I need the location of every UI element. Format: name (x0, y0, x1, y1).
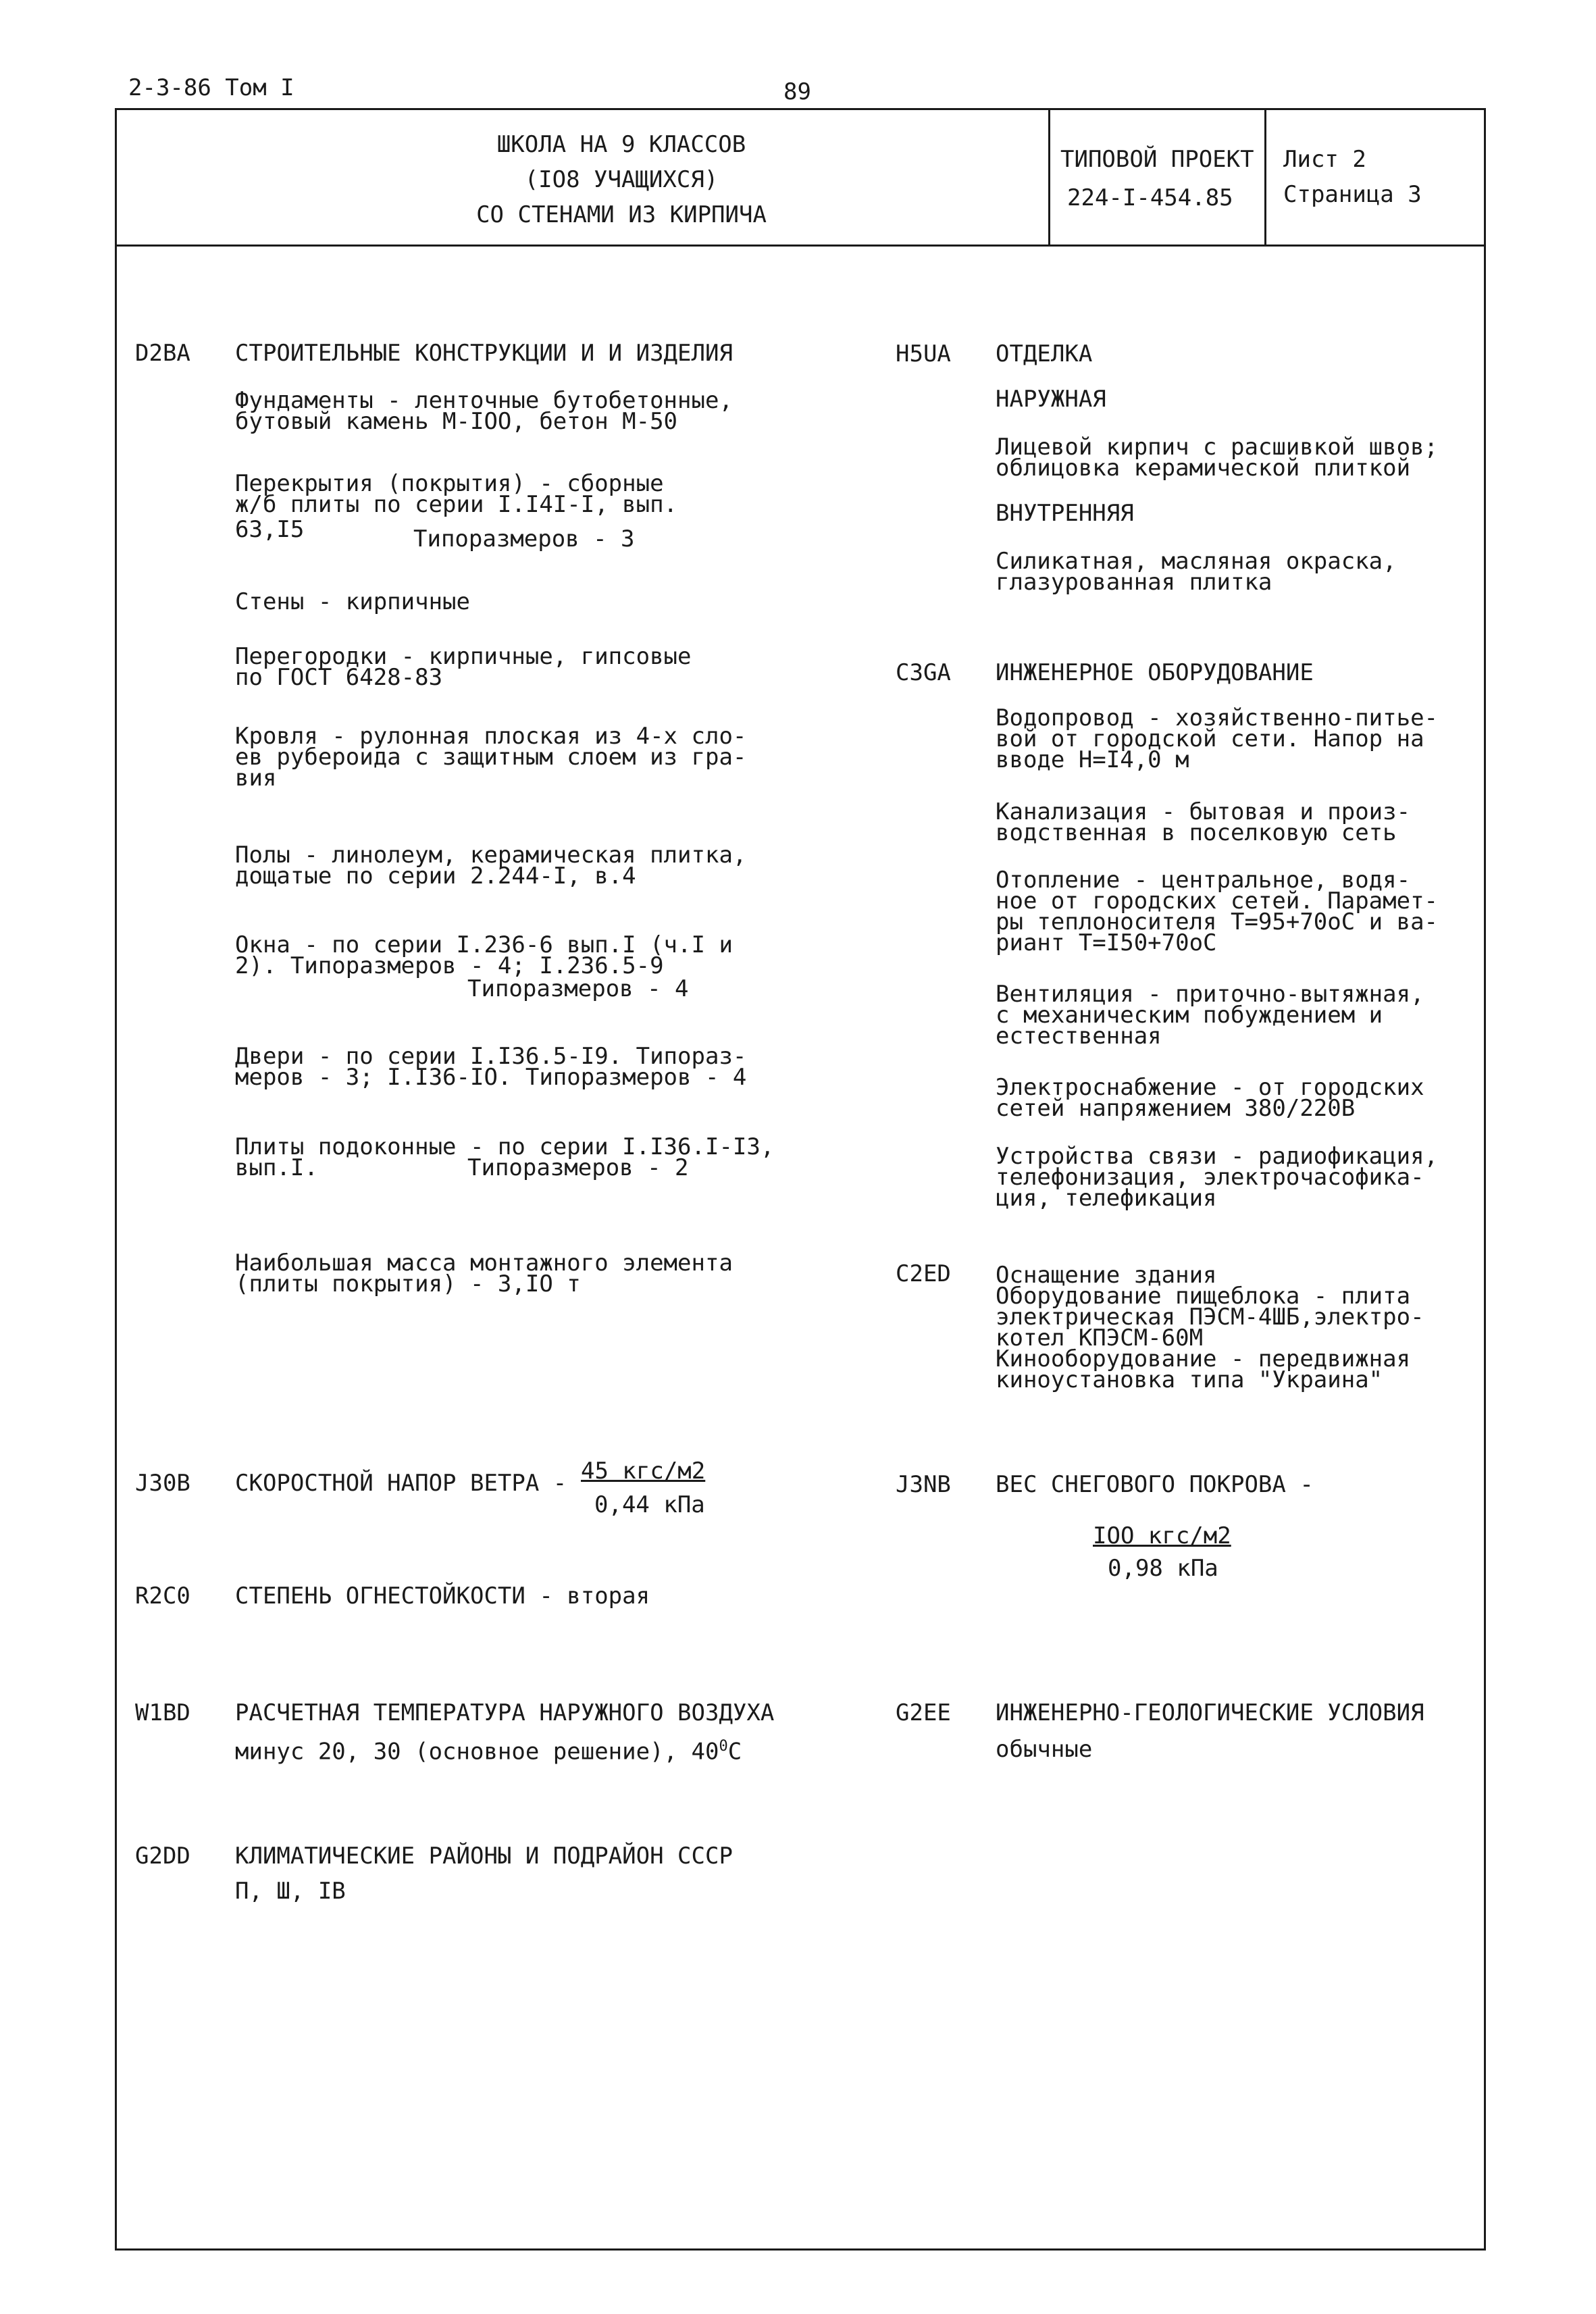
code-c3ga: C3GA (896, 659, 951, 686)
wind-pressure-label: СКОРОСТНОЙ НАПОР ВЕТРА - (235, 1470, 567, 1497)
equipment-text-2: Оборудование пищеблока - плита (996, 1283, 1411, 1310)
ventilation-text-3: естественная (996, 1023, 1162, 1050)
code-j3nb: J3NB (896, 1471, 951, 1498)
max-mass-text-1: Наибольшая масса монтажного элемента (235, 1250, 733, 1277)
finishing-heading: ОТДЕЛКА (996, 340, 1093, 367)
code-r2c0: R2C0 (135, 1583, 190, 1610)
floors-slabs-text-3: 63,I5 (235, 516, 305, 543)
climate-regions-values: П, Ш, IВ (235, 1878, 346, 1905)
snow-load-kpa: 0,98 кПа (1108, 1555, 1218, 1582)
header-title-1: ШКОЛА НА 9 КЛАССОВ (496, 131, 746, 158)
header-divider-v1 (1048, 108, 1050, 245)
fire-resistance-text: СТЕПЕНЬ ОГНЕСТОЙКОСТИ - вторая (235, 1583, 650, 1610)
walls-text: Стены - кирпичные (235, 588, 470, 615)
finishing-exterior-text-2: облицовка керамической плиткой (996, 455, 1411, 482)
code-j30b: J30B (135, 1470, 190, 1497)
communications-text-3: ция, телефикация (996, 1185, 1217, 1212)
flooring-text-1: Полы - линолеум, керамическая плитка, (235, 842, 747, 869)
equipment-text-6: киноустановка типа "Украина" (996, 1366, 1383, 1393)
doc-reference: 2-3-86 Том I (128, 74, 294, 101)
sills-text-2: вып.I. (235, 1154, 318, 1181)
finishing-exterior-heading: НАРУЖНАЯ (996, 386, 1106, 413)
equipment-text-5: Кинооборудование - передвижная (996, 1345, 1411, 1372)
code-h5ua: H5UA (896, 340, 951, 367)
roof-text-2: ев рубероида с защитным слоем из гра- (235, 744, 747, 771)
header-title-2: (IO8 УЧАЩИХСЯ) (524, 166, 719, 193)
equipment-text-3: электрическая ПЭСМ-4ШБ,электро- (996, 1304, 1424, 1331)
floors-slabs-text-2: ж/б плиты по серии I.I4I-I, вып. (235, 491, 678, 518)
water-supply-text-3: вводе Н=I4,0 м (996, 746, 1189, 773)
design-temperature-label: РАСЧЕТНАЯ ТЕМПЕРАТУРА НАРУЖНОГО ВОЗДУХА (235, 1699, 775, 1726)
code-g2ee: G2EE (896, 1699, 951, 1726)
sills-text-1: Плиты подоконные - по серии I.I36.I-I3, (235, 1133, 775, 1160)
partitions-text-2: по ГОСТ 6428-83 (235, 664, 443, 691)
communications-text-1: Устройства связи - радиофикация, (996, 1143, 1439, 1170)
sewerage-text-2: водственная в поселковую сеть (996, 819, 1397, 846)
floors-slabs-text-1: Перекрытия (покрытия) - сборные (235, 470, 664, 497)
heating-text-1: Отопление - центральное, водя- (996, 867, 1411, 894)
roof-text-1: Кровля - рулонная плоская из 4-х сло- (235, 723, 747, 750)
project-number: 224-I-454.85 (1067, 184, 1233, 211)
ventilation-text-1: Вентиляция - приточно-вытяжная, (996, 981, 1424, 1008)
design-temperature-values: минус 20, 30 (основное решение), $40^0С$ (235, 1738, 742, 1766)
heating-text-3: ры теплоносителя Т=95+70оС и ва- (996, 908, 1439, 935)
roof-text-3: вия (235, 765, 277, 792)
header-divider-v2 (1264, 108, 1266, 245)
wind-pressure-value: 45 кгс/м2 (581, 1458, 706, 1485)
finishing-interior-text-2: глазурованная плитка (996, 569, 1272, 596)
header-title-3: СО СТЕНАМИ ИЗ КИРПИЧА (476, 201, 767, 228)
sills-sizes: Типоразмеров - 2 (467, 1154, 689, 1181)
doors-text-2: меров - 3; I.I36-IO. Типоразмеров - 4 (235, 1064, 747, 1091)
foundations-text-1: Фундаменты - ленточные бутобетонные, (235, 387, 733, 414)
finishing-interior-heading: ВНУТРЕННЯЯ (996, 500, 1134, 527)
page-label: Страница 3 (1283, 181, 1422, 208)
foundations-text-2: бутовый камень М-IOO, бетон М-50 (235, 408, 678, 435)
page-number: 89 (783, 78, 811, 105)
heating-text-2: ное от городских сетей. Парамет- (996, 888, 1439, 915)
wind-pressure-kpa: 0,44 кПа (594, 1491, 705, 1518)
equipment-text-1: Оснащение здания (996, 1262, 1217, 1289)
code-c2ed: C2ED (896, 1260, 951, 1287)
snow-load-value: IOO кгс/м2 (1093, 1522, 1231, 1549)
flooring-text-2: дощатые по серии 2.244-I, в.4 (235, 863, 636, 890)
finishing-interior-text-1: Силикатная, масляная окраска, (996, 548, 1397, 575)
windows-sizes: Типоразмеров - 4 (467, 975, 689, 1002)
project-label: ТИПОВОЙ ПРОЕКТ (1060, 146, 1254, 173)
sheet-number: Лист 2 (1283, 146, 1366, 173)
snow-load-label: ВЕС СНЕГОВОГО ПОКРОВА - (996, 1471, 1314, 1498)
header-divider (115, 245, 1486, 247)
communications-text-2: телефонизация, электрочасофика- (996, 1164, 1424, 1191)
geology-value: обычные (996, 1736, 1093, 1763)
windows-text-1: Окна - по серии I.236-6 вып.I (ч.I и (235, 931, 733, 958)
climate-regions-label: КЛИМАТИЧЕСКИЕ РАЙОНЫ И ПОДРАЙОН СССР (235, 1843, 733, 1870)
water-supply-text-2: вой от городской сети. Напор на (996, 725, 1424, 752)
engineering-heading: ИНЖЕНЕРНОЕ ОБОРУДОВАНИЕ (996, 659, 1314, 686)
max-mass-text-2: (плиты покрытия) - 3,IO т (235, 1270, 581, 1297)
geology-label: ИНЖЕНЕРНО-ГЕОЛОГИЧЕСКИЕ УСЛОВИЯ (996, 1699, 1424, 1726)
equipment-text-4: котел КПЭСМ-60М (996, 1325, 1204, 1352)
doors-text-1: Двери - по серии I.I36.5-I9. Типораз- (235, 1043, 747, 1070)
code-d2ba: D2BA (135, 340, 190, 367)
code-w1bd: W1BD (135, 1699, 190, 1726)
sewerage-text-1: Канализация - бытовая и произ- (996, 798, 1411, 825)
ventilation-text-2: с механическим побуждением и (996, 1002, 1383, 1029)
partitions-text-1: Перегородки - кирпичные, гипсовые (235, 643, 692, 670)
code-g2dd: G2DD (135, 1843, 190, 1870)
power-supply-text-2: сетей напряжением 380/220В (996, 1095, 1356, 1122)
power-supply-text-1: Электроснабжение - от городских (996, 1074, 1424, 1101)
floors-slabs-sizes: Типоразмеров - 3 (413, 525, 635, 552)
constructions-heading: СТРОИТЕЛЬНЫЕ КОНСТРУКЦИИ И И ИЗДЕЛИЯ (235, 340, 733, 367)
finishing-exterior-text-1: Лицевой кирпич с расшивкой швов; (996, 434, 1439, 461)
water-supply-text-1: Водопровод - хозяйственно-питье- (996, 704, 1439, 731)
windows-text-2: 2). Типоразмеров - 4; I.236.5-9 (235, 952, 664, 979)
heating-text-4: риант Т=I50+70оС (996, 929, 1217, 956)
